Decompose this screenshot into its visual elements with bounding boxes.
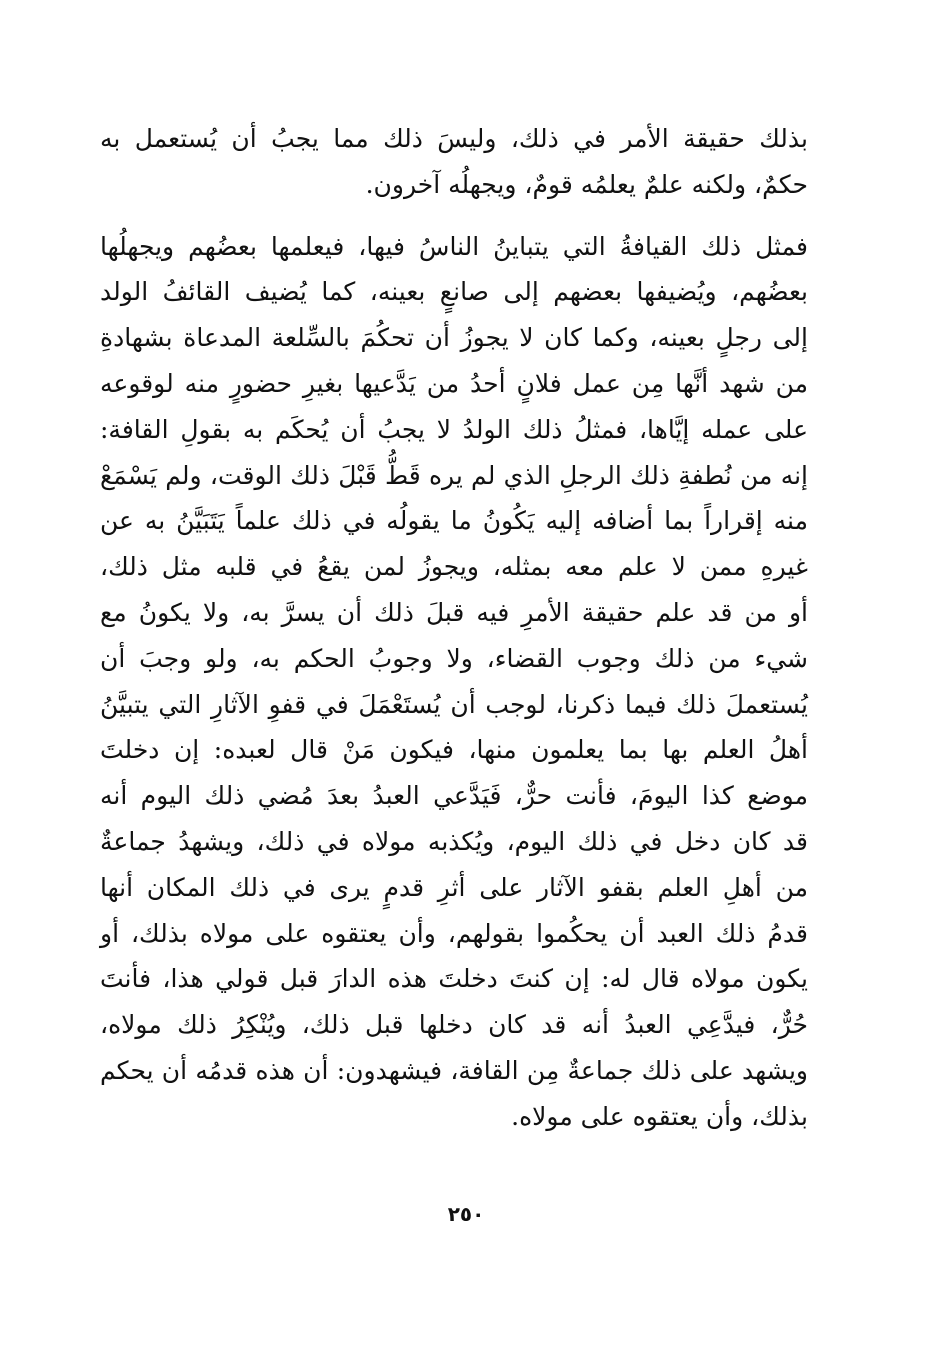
text-line: غيرهِ ممن لا علم معه بمثله، ويجوزُ لمن يقعُ في قلبه مثل ذلك، (100, 552, 808, 582)
text-line: من أهلِ العلم بقفو الآثار على أثرِ قدمٍ يرى في ذلك المكان أنها (100, 872, 808, 902)
text-line: يكون مولاه قال له: إن كنتَ دخلتَ هذه الدارَ قبل قولي هذا، فأنتَ (100, 964, 808, 994)
text-line: على عمله إيَّاها، فمثلُ ذلك الولدُ لا يجبُ أن يُحكَم به بقولِ القافة: (100, 414, 808, 444)
text-line: إنه من نُطفةِ ذلك الرجلِ الذي لم يره قَطُّ قَبْلَ ذلك الوقت، ولم يَسْمَعْ (100, 460, 808, 490)
text-line: من شهد أنَّها مِن عمل فلانٍ أحدُ من يَدَّعيها بغيرِ حضورٍ منه لوقوعه (100, 368, 808, 398)
text-line: منه إقراراً بما أضافه إليه يَكُونُ ما يقولُه في ذلك علماً يَتَبَيَّنُ به عن (100, 506, 808, 536)
text-line: إلى رجلٍ بعينه، وكما كان لا يجوزُ أن تحكُمَ بالسِّلعة المدعاة بشهادةِ (100, 323, 808, 353)
text-line: بعضُهم، ويُضيفها بعضهم إلى صانعٍ بعينه، كما يُضيف القائفُ الولد (100, 277, 808, 307)
text-line: قدمُ ذلك العبد أن يحكُموا بقولهم، وأن يعتقوه على مولاه بذلك، أو (100, 918, 808, 948)
text-line: ويشهد على ذلك جماعةٌ مِن القافة، فيشهدون: أن هذه قدمُه أن يحكم (100, 1055, 808, 1085)
paragraph-1 (100, 116, 808, 208)
text-line: بذلك حقيقة الأمر في ذلك، وليسَ ذلك مما يجبُ أن يُستعمل به (100, 124, 808, 153)
text-line: أو من قد علم حقيقة الأمرِ فيه قبلَ ذلك أن يسرَّ به، ولا يكونُ مع (100, 597, 808, 627)
paragraph-gap (100, 208, 808, 224)
text-line: فمثل ذلك القيافةُ التي يتباينُ الناسُ فيها، فيعلمها بعضُهم ويجهلُها (100, 231, 808, 261)
text-line: موضع كذا اليومَ، فأنت حرٌّ، فَيَدَّعي العبدُ بعدَ مُضي ذلك اليوم أنه (100, 781, 808, 811)
page-number: ٢٥٠ (447, 1202, 485, 1226)
body-text (100, 116, 808, 1140)
text-line: أهلُ العلم بها بما يعلمون منها، فيكون مَنْ قال لعبده: إن دخلتَ (100, 735, 808, 765)
text-line: حُرٌّ، فيدَّعِي العبدُ أنه قد كان دخلها قبل ذلك، ويُنْكِرُ ذلك مولاه، (100, 1010, 808, 1040)
text-line: حكمٌ، ولكنه علمٌ يعلمُه قومٌ، ويجهلُه آخرون. (365, 169, 808, 199)
text-line: بذلك، وأن يعتقوه على مولاه. (511, 1101, 808, 1131)
paragraph-2 (100, 224, 808, 1140)
text-line: شيء من ذلك وجوب القضاء، ولا وجوبُ الحكم به، ولو وجبَ أن (100, 643, 808, 673)
text-line: يُستعملَ ذلك فيما ذكرنا، لوجب أن يُستَعْمَلَ في قفوِ الآثارِ التي يتبيَّنُ (100, 689, 808, 719)
text-line: قد كان دخل في ذلك اليوم، ويُكذبه مولاه في ذلك، ويشهدُ جماعةٌ (100, 826, 808, 856)
